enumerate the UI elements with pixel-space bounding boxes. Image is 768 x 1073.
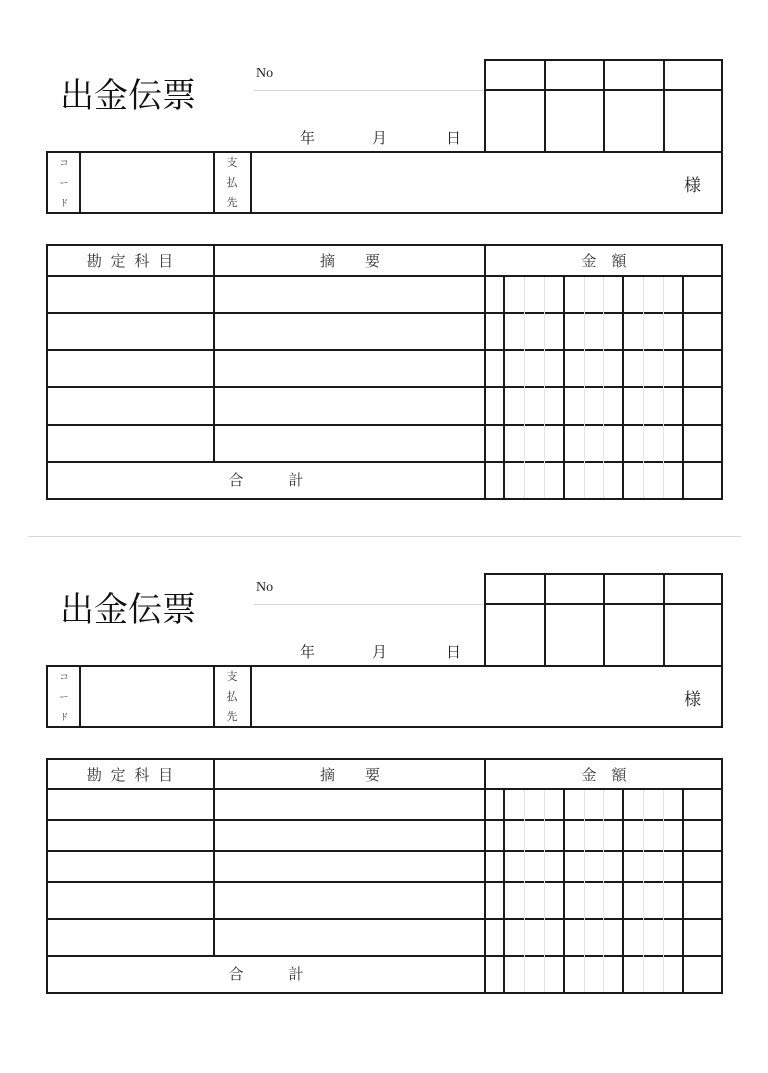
stamp-cell[interactable] bbox=[486, 91, 542, 151]
stamp-header-cell[interactable] bbox=[486, 575, 542, 603]
stamp-cell[interactable] bbox=[665, 91, 721, 151]
total-label: 合 計 bbox=[228, 471, 304, 489]
description-cell[interactable] bbox=[215, 883, 484, 918]
account-cell[interactable] bbox=[48, 883, 213, 918]
day-label: 日 bbox=[446, 643, 462, 661]
amount-cell[interactable] bbox=[486, 351, 721, 386]
amount-cell[interactable] bbox=[486, 426, 721, 461]
amount-cell[interactable] bbox=[486, 277, 721, 312]
amount-cell[interactable] bbox=[486, 314, 721, 349]
rule-line bbox=[46, 758, 723, 760]
number-label: No bbox=[256, 66, 274, 81]
code-payee-row bbox=[46, 151, 724, 215]
payee-label-char: 先 bbox=[226, 196, 238, 209]
rule-line bbox=[213, 151, 215, 214]
rule-line bbox=[213, 665, 215, 728]
day-label: 日 bbox=[446, 129, 462, 147]
stamp-header-cell[interactable] bbox=[605, 61, 661, 89]
stamp-cell[interactable] bbox=[605, 91, 661, 151]
header-description: 摘 要 bbox=[319, 766, 380, 784]
rule-line bbox=[721, 151, 723, 214]
description-cell[interactable] bbox=[215, 790, 484, 819]
account-cell[interactable] bbox=[48, 790, 213, 819]
rule-line bbox=[721, 59, 723, 153]
account-cell[interactable] bbox=[48, 351, 213, 386]
year-label: 年 bbox=[300, 643, 316, 661]
code-field[interactable] bbox=[81, 153, 212, 211]
account-cell[interactable] bbox=[48, 314, 213, 349]
payee-label-char: 払 bbox=[226, 690, 238, 703]
payee-label-char: 払 bbox=[226, 176, 238, 189]
number-field[interactable] bbox=[254, 604, 484, 605]
stamp-cell[interactable] bbox=[605, 605, 661, 665]
month-label: 月 bbox=[372, 643, 388, 661]
code-payee-row bbox=[46, 665, 724, 729]
stamp-header-cell[interactable] bbox=[546, 61, 602, 89]
journal-table bbox=[46, 758, 724, 995]
payee-field[interactable] bbox=[252, 667, 672, 725]
total-amount-cell[interactable] bbox=[486, 463, 721, 498]
code-label-char: ー bbox=[59, 179, 69, 189]
code-label-char: ド bbox=[59, 199, 69, 209]
rule-line bbox=[721, 665, 723, 728]
stamp-header-cell[interactable] bbox=[486, 61, 542, 89]
account-cell[interactable] bbox=[48, 920, 213, 955]
stamp-cell[interactable] bbox=[546, 605, 602, 665]
amount-cell[interactable] bbox=[486, 821, 721, 850]
rule-line bbox=[46, 212, 723, 214]
amount-cell[interactable] bbox=[486, 790, 721, 819]
slip-title: 出金伝票 bbox=[60, 590, 196, 630]
journal-table bbox=[46, 244, 724, 501]
number-field[interactable] bbox=[254, 90, 484, 91]
rule-line bbox=[46, 726, 723, 728]
number-label: No bbox=[256, 580, 274, 595]
header-account: 勘 定 科 目 bbox=[86, 252, 176, 270]
payee-label-char: 先 bbox=[226, 710, 238, 723]
description-cell[interactable] bbox=[215, 351, 484, 386]
payment-slip-form bbox=[0, 573, 768, 1073]
code-label-char: ド bbox=[59, 713, 69, 723]
account-cell[interactable] bbox=[48, 277, 213, 312]
payee-field[interactable] bbox=[252, 153, 672, 211]
description-cell[interactable] bbox=[215, 388, 484, 424]
amount-cell[interactable] bbox=[486, 920, 721, 955]
stamp-cell[interactable] bbox=[486, 605, 542, 665]
total-label: 合 計 bbox=[228, 965, 304, 983]
year-label: 年 bbox=[300, 129, 316, 147]
header-amount: 金 額 bbox=[581, 252, 627, 270]
stamp-header-cell[interactable] bbox=[546, 575, 602, 603]
amount-cell[interactable] bbox=[486, 852, 721, 881]
description-cell[interactable] bbox=[215, 920, 484, 955]
payment-slip-form bbox=[0, 59, 768, 559]
stamp-header-cell[interactable] bbox=[665, 61, 721, 89]
description-cell[interactable] bbox=[215, 314, 484, 349]
rule-line bbox=[46, 244, 723, 246]
rule-line bbox=[46, 665, 48, 728]
stamp-header-cell[interactable] bbox=[665, 575, 721, 603]
month-label: 月 bbox=[372, 129, 388, 147]
header-account: 勘 定 科 目 bbox=[86, 766, 176, 784]
rule-line bbox=[721, 758, 723, 994]
description-cell[interactable] bbox=[215, 277, 484, 312]
header-description: 摘 要 bbox=[319, 252, 380, 270]
stamp-cell[interactable] bbox=[546, 91, 602, 151]
rule-line bbox=[721, 244, 723, 500]
payee-label-char: 支 bbox=[226, 156, 238, 169]
code-label-char: コ bbox=[59, 159, 69, 169]
approval-stamp-grid bbox=[484, 59, 724, 154]
stamp-header-cell[interactable] bbox=[605, 575, 661, 603]
amount-cell[interactable] bbox=[486, 388, 721, 424]
code-field[interactable] bbox=[81, 667, 212, 725]
rule-line bbox=[721, 573, 723, 667]
account-cell[interactable] bbox=[48, 852, 213, 881]
cut-line-separator bbox=[28, 536, 741, 537]
stamp-cell[interactable] bbox=[665, 605, 721, 665]
description-cell[interactable] bbox=[215, 426, 484, 461]
honorific-sama: 様 bbox=[684, 176, 701, 196]
approval-stamp-grid bbox=[484, 573, 724, 668]
rule-line bbox=[46, 151, 48, 214]
payee-label-char: 支 bbox=[226, 670, 238, 683]
code-label-char: ー bbox=[59, 693, 69, 703]
header-amount: 金 額 bbox=[581, 766, 627, 784]
code-label-char: コ bbox=[59, 673, 69, 683]
description-cell[interactable] bbox=[215, 821, 484, 850]
account-cell[interactable] bbox=[48, 426, 213, 461]
account-cell[interactable] bbox=[48, 388, 213, 424]
honorific-sama: 様 bbox=[684, 690, 701, 710]
description-cell[interactable] bbox=[215, 852, 484, 881]
account-cell[interactable] bbox=[48, 821, 213, 850]
total-amount-cell[interactable] bbox=[486, 957, 721, 992]
slip-title: 出金伝票 bbox=[60, 76, 196, 116]
amount-cell[interactable] bbox=[486, 883, 721, 918]
